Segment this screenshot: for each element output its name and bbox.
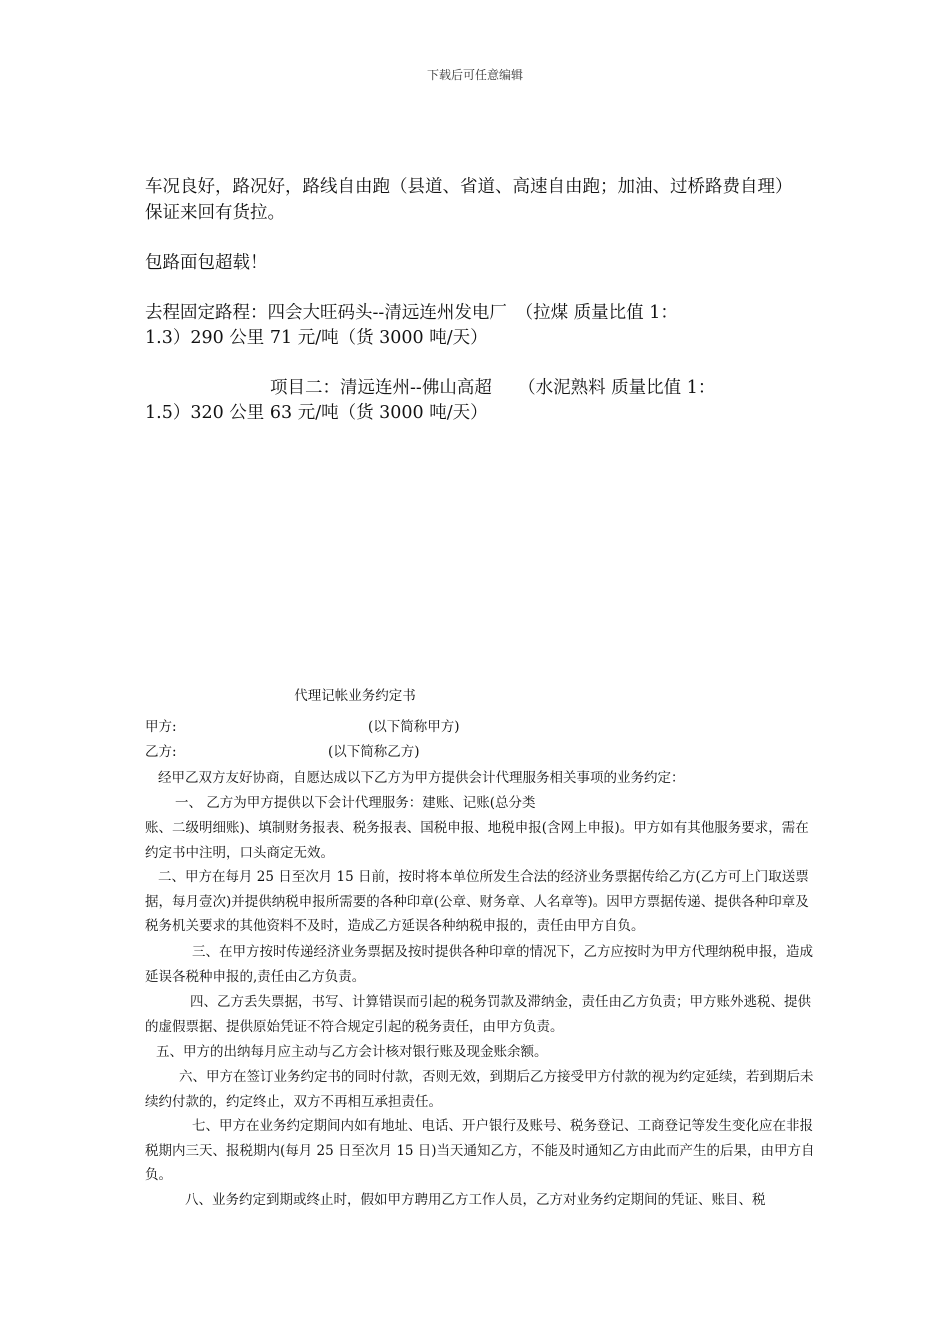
clause-3: 三、在甲方按时传递经济业务票据及按时提供各种印章的情况下，乙方应按时为甲方代理纳税申报，造成延误各税种申报的,责任由乙方负责。	[145, 944, 813, 985]
contract-title: 代理记帐业务约定书	[294, 688, 416, 704]
route-2-line-2: 1.5）320 公里 63 元/吨（货 3000 吨/天）	[145, 403, 488, 423]
clause-4: 四、乙方丢失票据，书写、计算错误而引起的税务罚款及滞纳金，责任由乙方负责；甲方账外逃税、提供的虚假票据、提供原始凭证不符合规定引起的税务责任，由甲方负责。	[145, 994, 811, 1035]
party-a-note: (以下简称甲方)	[368, 719, 460, 735]
contract-preamble: 经甲乙双方友好协商，自愿达成以下乙方为甲方提供会计代理服务相关事项的业务约定：	[158, 770, 685, 786]
party-b-label: 乙方:	[145, 744, 177, 760]
clause-8: 八、业务约定到期或终止时，假如甲方聘用乙方工作人员，乙方对业务约定期间的凭证、账目、税	[185, 1192, 766, 1208]
party-a-label: 甲方:	[145, 719, 177, 735]
route-1-line-2: 1.3）290 公里 71 元/吨（货 3000 吨/天）	[145, 328, 488, 348]
clause-2: 二、甲方在每月 25 日至次月 15 日前，按时将本单位所发生合法的经济业务票据传给乙方(乙方可上门取送票据，每月壹次)并提供纳税申报所需要的各种印章(公章、财务章、人名章等)。因甲方票据传递、提供各种印章及税务机关要求的其他资料不及时，造成乙方延误各种纳税申报的，责任由甲方自负。	[145, 869, 809, 934]
clause-1-line-1: 一、 乙方为甲方提供以下会计代理服务：建账、记账(总分类	[175, 795, 536, 811]
contract-title-row	[0, 684, 950, 704]
clause-1-rest: 账、二级明细账)、填制财务报表、税务报表、国税申报、地税申报(含网上申报)。甲方如有其他服务要求，需在约定书中注明，口头商定无效。	[145, 820, 809, 861]
intro-paragraph-2: 包路面包超载！	[145, 253, 268, 273]
route-2-line-1: 项目二：清远连州--佛山高超 （水泥熟料 质量比值 1：	[270, 378, 716, 398]
route-1-line-1: 去程固定路程：四会大旺码头--清远连州发电厂 （拉煤 质量比值 1：	[145, 303, 678, 323]
intro-paragraph-1: 车况良好，路况好，路线自由跑（县道、省道、高速自由跑；加油、过桥路费自理）保证来回有货拉。	[145, 177, 793, 223]
page-header: 下载后可任意编辑	[426, 68, 523, 82]
party-b-note: (以下简称乙方)	[328, 744, 420, 760]
clause-7: 七、甲方在业务约定期间内如有地址、电话、开户银行及账号、税务登记、工商登记等发生变化应在非报税期内三天、报税期内(每月 25 日至次月 15 日)当天通知乙方，不能及时通知乙方由此而产生的后果，由甲方自负。	[145, 1118, 815, 1183]
clause-5: 五、甲方的出纳每月应主动与乙方会计核对银行账及现金账余额。	[156, 1044, 548, 1060]
clause-6: 六、甲方在签订业务约定书的同时付款，否则无效，到期后乙方接受甲方付款的视为约定延续，若到期后未续约付款的，约定终止，双方不再相互承担责任。	[145, 1069, 814, 1110]
